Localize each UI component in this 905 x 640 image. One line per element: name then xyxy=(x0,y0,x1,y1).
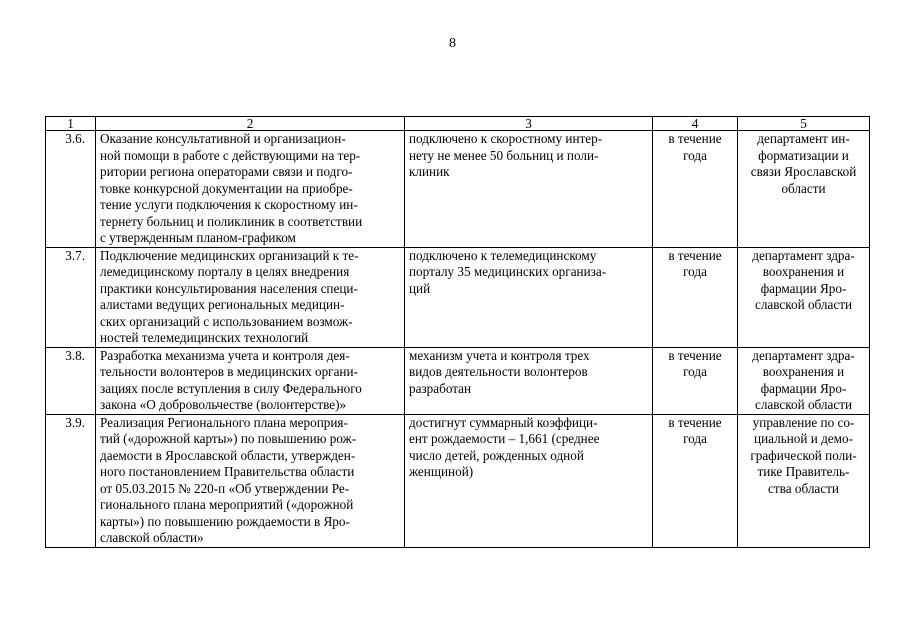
activity-cell-line: с утвержденным планом-графиком xyxy=(100,230,296,245)
responsible-cell-line: графической поли- xyxy=(750,447,857,463)
term-cell-line: года xyxy=(683,147,707,163)
activity-cell-line: зациях после вступления в силу Федерального xyxy=(100,380,362,396)
responsible-cell-line: ства области xyxy=(768,480,839,496)
table-header-row xyxy=(46,117,870,131)
activity-cell-line: закона «О добровольчестве (волонтерстве)» xyxy=(100,397,347,412)
row-number-cell xyxy=(46,131,96,248)
row-number: 3.6. xyxy=(65,131,85,146)
activity-cell-line: Оказание консультативной и организацион- xyxy=(100,131,346,146)
activity-cell xyxy=(96,347,405,414)
table-row xyxy=(46,247,870,347)
activity-cell-line: практики консультирования населения специ- xyxy=(100,280,358,296)
activity-cell-line: ного постановлением Правительства области xyxy=(100,464,355,479)
result-cell-line: подключено к скоростному интер- xyxy=(409,131,603,146)
column-header-2: 2 xyxy=(96,117,405,131)
activity-cell xyxy=(96,131,405,248)
activity-cell-line: лемедицинскому порталу в целях внедрения xyxy=(100,264,350,279)
result-cell-line: число детей, рожденных одной xyxy=(409,447,584,463)
term-cell-line: года xyxy=(683,431,707,446)
activity-cell-line: ских организаций с использованием возмож- xyxy=(100,313,353,329)
row-number: 3.7. xyxy=(65,247,85,263)
activity-cell-line: тернету больниц и поликлиник в соответствии xyxy=(100,213,363,229)
term-cell xyxy=(653,131,738,248)
term-cell-line: в течение xyxy=(668,247,722,263)
row-number-cell xyxy=(46,347,96,414)
responsible-cell-line: воохранения и xyxy=(762,264,845,279)
responsible-cell-line: славской области xyxy=(754,397,853,412)
row-number-cell xyxy=(46,414,96,547)
activity-cell-line: алистами ведущих региональных медицин- xyxy=(100,297,345,312)
responsible-cell-line: департамент здра- xyxy=(752,247,855,263)
column-header-1: 1 xyxy=(46,117,96,131)
result-cell-line: нету не менее 50 больниц и поли- xyxy=(409,147,599,163)
result-cell-line: клиник xyxy=(409,164,450,179)
activity-cell-line: товке конкурсной документации на приобре- xyxy=(100,180,353,196)
term-cell-line: в течение xyxy=(668,131,722,146)
term-cell xyxy=(653,247,738,347)
result-cell-line: механизм учета и контроля трех xyxy=(409,347,590,363)
responsible-cell-line: фармации Яро- xyxy=(760,380,847,396)
result-cell-line: ент рождаемости – 1,661 (среднее xyxy=(409,431,600,446)
row-number: 3.8. xyxy=(65,347,85,363)
activity-cell-line: Подключение медицинских организаций к те- xyxy=(100,247,359,263)
responsible-cell-line: департамент здра- xyxy=(752,347,855,363)
result-cell-line: порталу 35 медицинских организа- xyxy=(409,264,607,279)
responsible-cell-line: области xyxy=(781,180,826,196)
activity-cell-line: даемости в Ярославской области, утвержден- xyxy=(100,447,356,463)
activities-table xyxy=(45,116,870,548)
result-cell xyxy=(405,131,653,248)
result-cell-line: достигнут суммарный коэффици- xyxy=(409,414,598,430)
activity-cell-line: Разработка механизма учета и контроля дея- xyxy=(100,347,350,363)
row-number: 3.9. xyxy=(65,414,85,430)
activity-cell-line: славской области» xyxy=(100,530,204,545)
responsible-cell-line: воохранения и xyxy=(762,364,845,379)
term-cell-line: года xyxy=(683,264,707,279)
activity-cell-line: тий («дорожной карты») по повышению рож- xyxy=(100,431,357,446)
result-cell-line: подключено к телемедицинскому xyxy=(409,247,597,263)
table-row xyxy=(46,347,870,414)
result-cell-line: разработан xyxy=(409,380,472,396)
activity-cell-line: ностей телемедицинских технологий xyxy=(100,330,309,345)
page-number: 8 xyxy=(449,36,456,51)
result-cell-line: видов деятельности волонтеров xyxy=(409,364,588,379)
activity-cell-line: тение услуги подключения к скоростному ин- xyxy=(100,197,358,212)
activity-cell-line: тельности волонтеров в медицинских органи- xyxy=(100,364,358,379)
activity-cell-line: Реализация Регионального плана мероприя- xyxy=(100,414,348,430)
term-cell xyxy=(653,414,738,547)
table-row xyxy=(46,131,870,248)
activity-cell-line: ной помощи в работе с действующими на тер- xyxy=(100,147,361,163)
activity-cell-line: от 05.03.2015 № 220-п «Об утверждении Ре- xyxy=(100,480,350,496)
responsible-cell-line: фармации Яро- xyxy=(760,280,847,296)
result-cell xyxy=(405,247,653,347)
result-cell xyxy=(405,347,653,414)
responsible-cell-line: связи Ярославской xyxy=(750,164,857,179)
term-cell-line: года xyxy=(683,364,707,379)
responsible-cell xyxy=(738,247,870,347)
term-cell xyxy=(653,347,738,414)
column-header-3: 3 xyxy=(405,117,653,131)
result-cell-line: женщиной) xyxy=(409,464,474,479)
responsible-cell xyxy=(738,414,870,547)
result-cell-line: ций xyxy=(409,280,431,296)
activity-cell xyxy=(96,247,405,347)
responsible-cell-line: тике Правитель- xyxy=(757,464,850,479)
row-number-cell xyxy=(46,247,96,347)
responsible-cell xyxy=(738,131,870,248)
responsible-cell-line: форматизации и xyxy=(758,147,849,163)
column-header-5: 5 xyxy=(738,117,870,131)
activity-cell-line: карты») по повышению рождаемости в Яро- xyxy=(100,513,350,529)
table-row xyxy=(46,414,870,547)
activity-cell-line: ритории региона операторами связи и подго- xyxy=(100,164,353,179)
activity-cell-line: гионального плана мероприятий («дорожной xyxy=(100,497,354,512)
responsible-cell-line: департамент ин- xyxy=(757,131,850,146)
responsible-cell-line: славской области xyxy=(754,297,853,312)
term-cell-line: в течение xyxy=(668,414,722,430)
column-header-4: 4 xyxy=(653,117,738,131)
activity-cell xyxy=(96,414,405,547)
result-cell xyxy=(405,414,653,547)
responsible-cell-line: управление по со- xyxy=(752,414,855,430)
responsible-cell xyxy=(738,347,870,414)
responsible-cell-line: циальной и демо- xyxy=(754,431,853,446)
term-cell-line: в течение xyxy=(668,347,722,363)
